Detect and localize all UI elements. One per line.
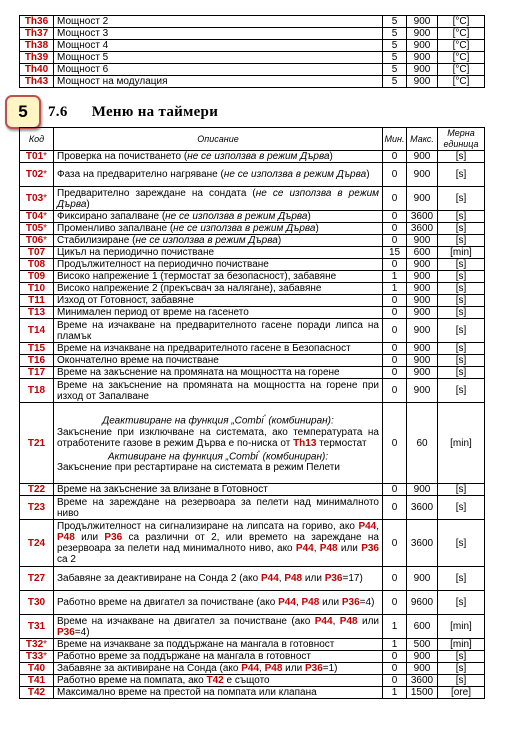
row-min: 0 [383, 343, 407, 355]
table-row [20, 379, 485, 403]
row-max: 900 [407, 187, 438, 211]
row-description: Забавяне за активиране на Сонда (ако P44, P48 или P36=1) [54, 663, 383, 675]
row-max: 600 [407, 615, 438, 639]
row-min: 0 [383, 355, 407, 367]
row-code: T30 [20, 591, 54, 615]
row-description: Мощност 4 [54, 40, 383, 52]
table-row [20, 163, 485, 187]
row-code: T23 [20, 496, 54, 520]
row-description: Продължителност на периодично почистване [54, 259, 383, 271]
row-unit: [ore] [438, 687, 485, 699]
row-code: T32* [20, 639, 54, 651]
t21-activate-text: Закъснение при рестартиране на системата в режим Пелети [57, 461, 340, 473]
table-row-t33 [20, 651, 485, 663]
row-code: T02* [20, 163, 54, 187]
row-min: 0 [383, 651, 407, 663]
table-row [20, 28, 485, 40]
row-max: 900 [407, 283, 438, 295]
row-max: 3600 [407, 496, 438, 520]
row-unit: [s] [438, 283, 485, 295]
row-min: 0 [383, 484, 407, 496]
row-description: Време на закъснение на промяната на мощността на горене [54, 367, 383, 379]
row-description: Време на изчакване на двигател за почистване (ако P44, P48 или P36=4) [54, 615, 383, 639]
row-code: Th36 [20, 16, 54, 28]
row-min: 5 [383, 28, 407, 40]
table-row [20, 52, 485, 64]
row-code: T31 [20, 615, 54, 639]
row-description: Минимален период от време на гасенето [54, 307, 383, 319]
row-code: T05* [20, 223, 54, 235]
row-description: Мощност 5 [54, 52, 383, 64]
table-row [20, 235, 485, 247]
row-min: 5 [383, 16, 407, 28]
row-description: Време на изчакване на предварителното гасене поради липса на пламък [54, 319, 383, 343]
table-row [20, 343, 485, 355]
row-unit: [s] [438, 496, 485, 520]
row-description: Изход от Готовност, забавяне [54, 295, 383, 307]
row-unit: [s] [438, 235, 485, 247]
row-code: T24 [20, 520, 54, 567]
row-unit: [min] [438, 403, 485, 484]
row-min: 0 [383, 591, 407, 615]
table-row-t30 [20, 591, 485, 615]
row-max: 900 [407, 663, 438, 675]
row-description: Предварително зареждане на сондата (не се използва в режим Дърва) [54, 187, 383, 211]
row-max: 3600 [407, 223, 438, 235]
row-code: T10 [20, 283, 54, 295]
row-unit: [°C] [438, 64, 485, 76]
row-max: 900 [407, 40, 438, 52]
row-description: Време на закъснение на промяната на мощността на горене при изход от Запалване [54, 379, 383, 403]
row-description: Фаза на предварително нагряване (не се използва в режим Дърва) [54, 163, 383, 187]
row-max: 900 [407, 307, 438, 319]
row-unit: [s] [438, 223, 485, 235]
row-description: Фиксирано запалване (не се използва в режим Дърва) [54, 211, 383, 223]
row-min: 0 [383, 567, 407, 591]
row-min: 1 [383, 283, 407, 295]
step-badge: 5 [5, 95, 41, 129]
row-max: 900 [407, 295, 438, 307]
row-code: T33* [20, 651, 54, 663]
row-unit: [s] [438, 520, 485, 567]
header-description: Описание [54, 128, 383, 151]
section-heading [48, 104, 218, 121]
header-code: Код [20, 128, 54, 151]
row-max: 900 [407, 28, 438, 40]
row-min: 0 [383, 675, 407, 687]
row-code: T13 [20, 307, 54, 319]
table-row [20, 76, 485, 88]
table-row [20, 259, 485, 271]
row-code: T27 [20, 567, 54, 591]
row-unit: [min] [438, 247, 485, 259]
row-description: Максимално време на престой на помпата или клапана [54, 687, 383, 699]
row-max: 900 [407, 343, 438, 355]
row-max: 900 [407, 651, 438, 663]
row-code: T06* [20, 235, 54, 247]
row-code: T42 [20, 687, 54, 699]
row-min: 0 [383, 379, 407, 403]
row-min: 0 [383, 151, 407, 163]
row-unit: [°C] [438, 16, 485, 28]
row-min: 5 [383, 52, 407, 64]
table-row [20, 355, 485, 367]
row-code: T11 [20, 295, 54, 307]
row-max: 3600 [407, 211, 438, 223]
row-unit: [s] [438, 319, 485, 343]
header-min: Мин. [383, 128, 407, 151]
row-code: T08 [20, 259, 54, 271]
row-code: Th43 [20, 76, 54, 88]
header-unit: Мерна единица [438, 128, 485, 151]
row-min: 0 [383, 295, 407, 307]
row-code: T07 [20, 247, 54, 259]
row-max: 900 [407, 319, 438, 343]
table-row [20, 295, 485, 307]
row-unit: [min] [438, 639, 485, 651]
row-min: 0 [383, 496, 407, 520]
row-min: 5 [383, 64, 407, 76]
row-code: T22 [20, 484, 54, 496]
row-unit: [°C] [438, 40, 485, 52]
row-min: 1 [383, 615, 407, 639]
row-description: Високо напрежение 2 (прекъсвач за налягане), забавяне [54, 283, 383, 295]
row-code: Th39 [20, 52, 54, 64]
row-max: 900 [407, 567, 438, 591]
row-code: T03* [20, 187, 54, 211]
table-row-t32 [20, 639, 485, 651]
row-unit: [s] [438, 163, 485, 187]
row-max: 900 [407, 259, 438, 271]
row-code: T41 [20, 675, 54, 687]
row-max: 500 [407, 639, 438, 651]
row-unit: [s] [438, 343, 485, 355]
row-description [54, 403, 383, 484]
row-description: Работно време на помпата, ако T42 е същото [54, 675, 383, 687]
row-description: Продължителност на сигнализиране на липсата на гориво, ако P44, P48 или P36 са различни от 2, или времето на зареждане на резервоара за пелети над минималното ниво, ако P44, P48 или P36 са 2 [54, 520, 383, 567]
row-min: 0 [383, 211, 407, 223]
table-row [20, 187, 485, 211]
row-min: 0 [383, 367, 407, 379]
row-min: 0 [383, 163, 407, 187]
row-min: 15 [383, 247, 407, 259]
row-code: Th40 [20, 64, 54, 76]
row-description: Високо напрежение 1 (термостат за безопасност), забавяне [54, 271, 383, 283]
row-unit: [s] [438, 151, 485, 163]
section-title: Меню на таймери [91, 104, 219, 120]
row-max: 60 [407, 403, 438, 484]
row-min: 0 [383, 259, 407, 271]
table-row-t40 [20, 663, 485, 675]
row-unit: [s] [438, 663, 485, 675]
row-code: T14 [20, 319, 54, 343]
row-unit: [s] [438, 379, 485, 403]
row-unit: [s] [438, 484, 485, 496]
row-max: 900 [407, 64, 438, 76]
table-row [20, 151, 485, 163]
row-unit: [s] [438, 651, 485, 663]
row-code: T40 [20, 663, 54, 675]
row-min: 0 [383, 520, 407, 567]
row-max: 900 [407, 16, 438, 28]
row-unit: [s] [438, 187, 485, 211]
row-description: Променливо запалване (не се използва в режим Дърва) [54, 223, 383, 235]
row-unit: [°C] [438, 28, 485, 40]
row-description: Стабилизиране (не се използва в режим Дърва) [54, 235, 383, 247]
row-max: 1500 [407, 687, 438, 699]
row-unit: [s] [438, 567, 485, 591]
section-number: 7.6 [48, 104, 68, 120]
table-row [20, 211, 485, 223]
table-row [20, 247, 485, 259]
row-max: 900 [407, 163, 438, 187]
table-row-t24 [20, 520, 485, 567]
row-unit: [s] [438, 271, 485, 283]
row-description: Време на зареждане на резервоара за пелети над минималното ниво [54, 496, 383, 520]
row-unit: [°C] [438, 76, 485, 88]
row-max: 900 [407, 52, 438, 64]
row-code: T04* [20, 211, 54, 223]
table-row [20, 16, 485, 28]
row-description: Време на изчакване на предварителното гасене в Безопасност [54, 343, 383, 355]
row-unit: [min] [438, 615, 485, 639]
row-min: 0 [383, 403, 407, 484]
row-code: Th38 [20, 40, 54, 52]
timer-table [19, 127, 485, 699]
table-row-t27 [20, 567, 485, 591]
row-description: Време на закъснение за влизане в Готовност [54, 484, 383, 496]
row-description: Работно време на двигател за почистване (ако P44, P48 или P36=4) [54, 591, 383, 615]
row-description: Мощност 3 [54, 28, 383, 40]
table-row [20, 307, 485, 319]
row-min: 0 [383, 319, 407, 343]
row-min: 1 [383, 639, 407, 651]
row-code: T09 [20, 271, 54, 283]
row-unit: [s] [438, 675, 485, 687]
row-unit: [°C] [438, 52, 485, 64]
row-max: 3600 [407, 675, 438, 687]
table-row-t21 [20, 403, 485, 484]
table-row-t22 [20, 484, 485, 496]
row-max: 9600 [407, 591, 438, 615]
row-unit: [s] [438, 259, 485, 271]
row-unit: [s] [438, 367, 485, 379]
row-max: 900 [407, 484, 438, 496]
row-max: 900 [407, 355, 438, 367]
row-min: 1 [383, 271, 407, 283]
row-max: 900 [407, 76, 438, 88]
row-code: Th37 [20, 28, 54, 40]
row-min: 5 [383, 40, 407, 52]
row-min: 0 [383, 307, 407, 319]
row-min: 0 [383, 223, 407, 235]
table-row-t42 [20, 687, 485, 699]
row-min: 1 [383, 687, 407, 699]
table-row [20, 40, 485, 52]
header-row [20, 128, 485, 151]
row-description: Работно време за поддържане на мангала в готовност [54, 651, 383, 663]
table-row [20, 271, 485, 283]
row-description: Окончателно време на почистване [54, 355, 383, 367]
table-row [20, 367, 485, 379]
row-max: 600 [407, 247, 438, 259]
row-code: T17 [20, 367, 54, 379]
row-unit: [s] [438, 295, 485, 307]
header-max: Макс. [407, 128, 438, 151]
row-unit: [s] [438, 355, 485, 367]
table-row-t41 [20, 675, 485, 687]
row-code: T16 [20, 355, 54, 367]
row-unit: [s] [438, 591, 485, 615]
row-description: Време на изчакване за поддържане на мангала в готовност [54, 639, 383, 651]
table-row [20, 64, 485, 76]
t21-activate-title: Активиране на функция „Combi“ (комбиниран): [107, 450, 329, 462]
power-table [19, 15, 485, 88]
row-max: 900 [407, 367, 438, 379]
row-description: Мощност 6 [54, 64, 383, 76]
row-description: Мощност на модулация [54, 76, 383, 88]
row-code: T18 [20, 379, 54, 403]
table-row [20, 319, 485, 343]
row-max: 900 [407, 151, 438, 163]
t21-deactivate-text: Закъснение при изключване на системата, ако температурата на отработените газове в режим Дърва е по-ниска от Th13 термостат [57, 426, 379, 449]
row-min: 0 [383, 235, 407, 247]
row-min: 0 [383, 187, 407, 211]
table-row [20, 283, 485, 295]
row-description: Цикъл на периодично почистване [54, 247, 383, 259]
row-unit: [s] [438, 211, 485, 223]
table-row-t31 [20, 615, 485, 639]
row-unit: [s] [438, 307, 485, 319]
t21-deactivate-title: Деактивиране на функция „Combi“ (комбиниран): [102, 415, 334, 427]
row-min: 5 [383, 76, 407, 88]
table-row [20, 223, 485, 235]
row-min: 0 [383, 663, 407, 675]
row-max: 900 [407, 235, 438, 247]
table-row-t23 [20, 496, 485, 520]
row-code: T15 [20, 343, 54, 355]
row-description: Мощност 2 [54, 16, 383, 28]
row-max: 3600 [407, 520, 438, 567]
row-description: Проверка на почистването (не се използва в режим Дърва) [54, 151, 383, 163]
row-description: Забавяне за деактивиране на Сонда 2 (ако P44, P48 или P36=17) [54, 567, 383, 591]
row-code: T01* [20, 151, 54, 163]
row-max: 900 [407, 271, 438, 283]
row-code: T21 [20, 403, 54, 484]
row-max: 900 [407, 379, 438, 403]
